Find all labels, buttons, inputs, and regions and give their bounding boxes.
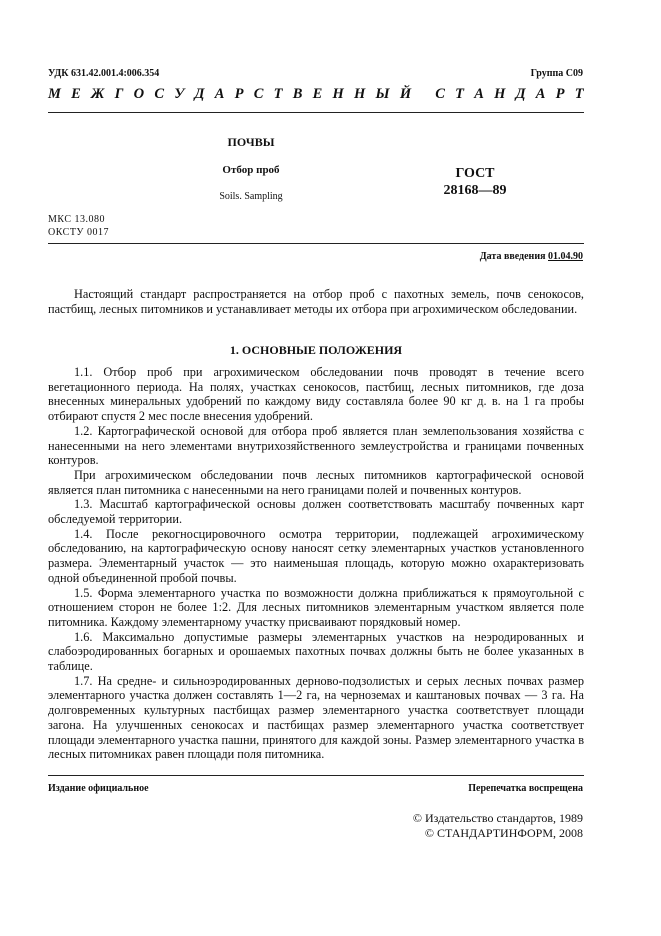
heading-letter: С [253, 86, 264, 102]
heading-letter: Ж [91, 86, 105, 102]
document-title: ПОЧВЫ [227, 135, 275, 149]
document-subtitle: Отбор проб [222, 164, 280, 176]
heading-letter: А [535, 86, 546, 102]
paragraph: 1.4. После рекогносцировочного осмотра территории, подлежащей агрохимическому обследованию, на картографическую основу наносят сетку элементарных участков установленного размера. Элементарный участок — это наименьшая площадь, которую можно охарактеризовать одной объединенной пробой почвы. [48, 526, 584, 585]
heading-letter: У [174, 86, 185, 102]
heading-letter: Н [354, 86, 366, 102]
gost-number: 28168—89 [443, 183, 507, 198]
heading-gap [421, 86, 425, 103]
divider [48, 112, 584, 113]
date-label: Дата введения [479, 251, 546, 262]
paragraph: 1.5. Форма элементарного участка по возможности должна приближаться к прямоугольной с отношением сторон не более 1:2. Для лесных питомников элементарным участком является поле питомника. Каждому элементарному участку присваивают порядковый номер. [48, 585, 584, 629]
udk-code: УДК 631.42.001.4:006.354 [48, 68, 160, 79]
heading-letter: Й [399, 86, 412, 102]
paragraph: При агрохимическом обследовании почв лесных питомников картографической основой является план питомника с нанесенными на него границами полей и почвенных контуров. [48, 467, 584, 497]
heading-letter: О [133, 86, 145, 102]
heading-letter: Т [455, 86, 464, 102]
heading-letter: Д [515, 86, 526, 102]
intro-paragraph: Настоящий стандарт распространяется на отбор проб с пахотных земель, почв сенокосов, пастбищ, лесных питомников и устанавливает методы их отбора при агрохимическом обследовании. [48, 287, 584, 316]
gost-designation [430, 165, 520, 199]
paragraph: 1.6. Максимально допустимые размеры элементарных участков на неэродированных и слабоэродированных богарных и орошаемых пахотных почвах должны быть не более указанных в таблице. [48, 629, 584, 674]
heading-letter: Н [332, 86, 344, 102]
heading-letter: Т [574, 86, 584, 102]
heading-letter: Т [273, 86, 283, 102]
mks-code: МКС 13.080 [48, 214, 105, 225]
section-heading: 1. ОСНОВНЫЕ ПОЛОЖЕНИЯ [229, 343, 403, 357]
heading-letter: С [435, 86, 445, 102]
introduction-date [480, 251, 583, 262]
heading-letter: А [214, 86, 225, 102]
group-code: Группа С09 [530, 68, 583, 79]
heading-letter: Е [312, 86, 323, 102]
copyright-line: © Издательство стандартов, 1989 [412, 811, 583, 825]
english-title: Soils. Sampling [219, 191, 283, 202]
heading-letter: А [474, 86, 484, 102]
paragraph: 1.3. Масштаб картографической основы должен соответствовать масштабу почвенных карт обследуемой территории. [48, 497, 584, 527]
heading-letter: М [48, 86, 61, 102]
heading-letter: Н [494, 86, 506, 102]
reprint-note: Перепечатка воспрещена [468, 783, 583, 794]
heading-letter: Г [114, 86, 124, 102]
heading-letter: С [154, 86, 164, 102]
copyright-line: © СТАНДАРТИНФОРМ, 2008 [424, 826, 583, 840]
divider [48, 243, 584, 244]
divider [48, 775, 584, 776]
heading-letter: Ы [375, 86, 390, 102]
heading-letter: Р [234, 86, 244, 102]
heading-letter: Р [555, 86, 565, 102]
interstate-standard-heading [48, 86, 584, 103]
date-value: 01.04.90 [548, 251, 583, 262]
heading-letter: Д [194, 86, 205, 102]
section-body [48, 365, 584, 762]
okstu-code: ОКСТУ 0017 [48, 227, 110, 238]
copyright-block [413, 811, 583, 841]
classification-codes [48, 213, 109, 239]
paragraph: 1.1. Отбор проб при агрохимическом обследовании почв проводят в течение всего вегетационного периода. На полях, участках сенокосов, пастбищ, лесных питомников, где доза внесенных минеральных удобрений по каждому виду составляла более 90 кг д. в. на 1 га пробы отбирают спустя 2 мес после внесения удобрений. [48, 365, 584, 424]
paragraph: 1.7. На средне- и сильноэродированных дерново-подзолистых и серых лесных почвах размер элементарного участка должен составлять 1—2 га, на черноземах и каштановых почвах — 3 га. На долговременных культурных пастбищах размер элементарного участка соответствует площади загона. На улучшенных сенокосах и пастбищах размер элементарного участка соответствует площади элементарного участка пашни, принятого для каждой зоны. Размер элементарного участка в лесных питомниках равен площади поля питомника. [48, 673, 584, 762]
paragraph: 1.2. Картографической основой для отбора проб является план землепользования хозяйства с нанесенными на него элементами внутрихозяйственного землеустройства и границами почвенных контуров. [48, 423, 584, 468]
heading-letter: В [292, 86, 303, 102]
edition-note: Издание официальное [48, 783, 149, 794]
gost-label: ГОСТ [455, 166, 495, 181]
heading-letter: Е [71, 86, 81, 102]
